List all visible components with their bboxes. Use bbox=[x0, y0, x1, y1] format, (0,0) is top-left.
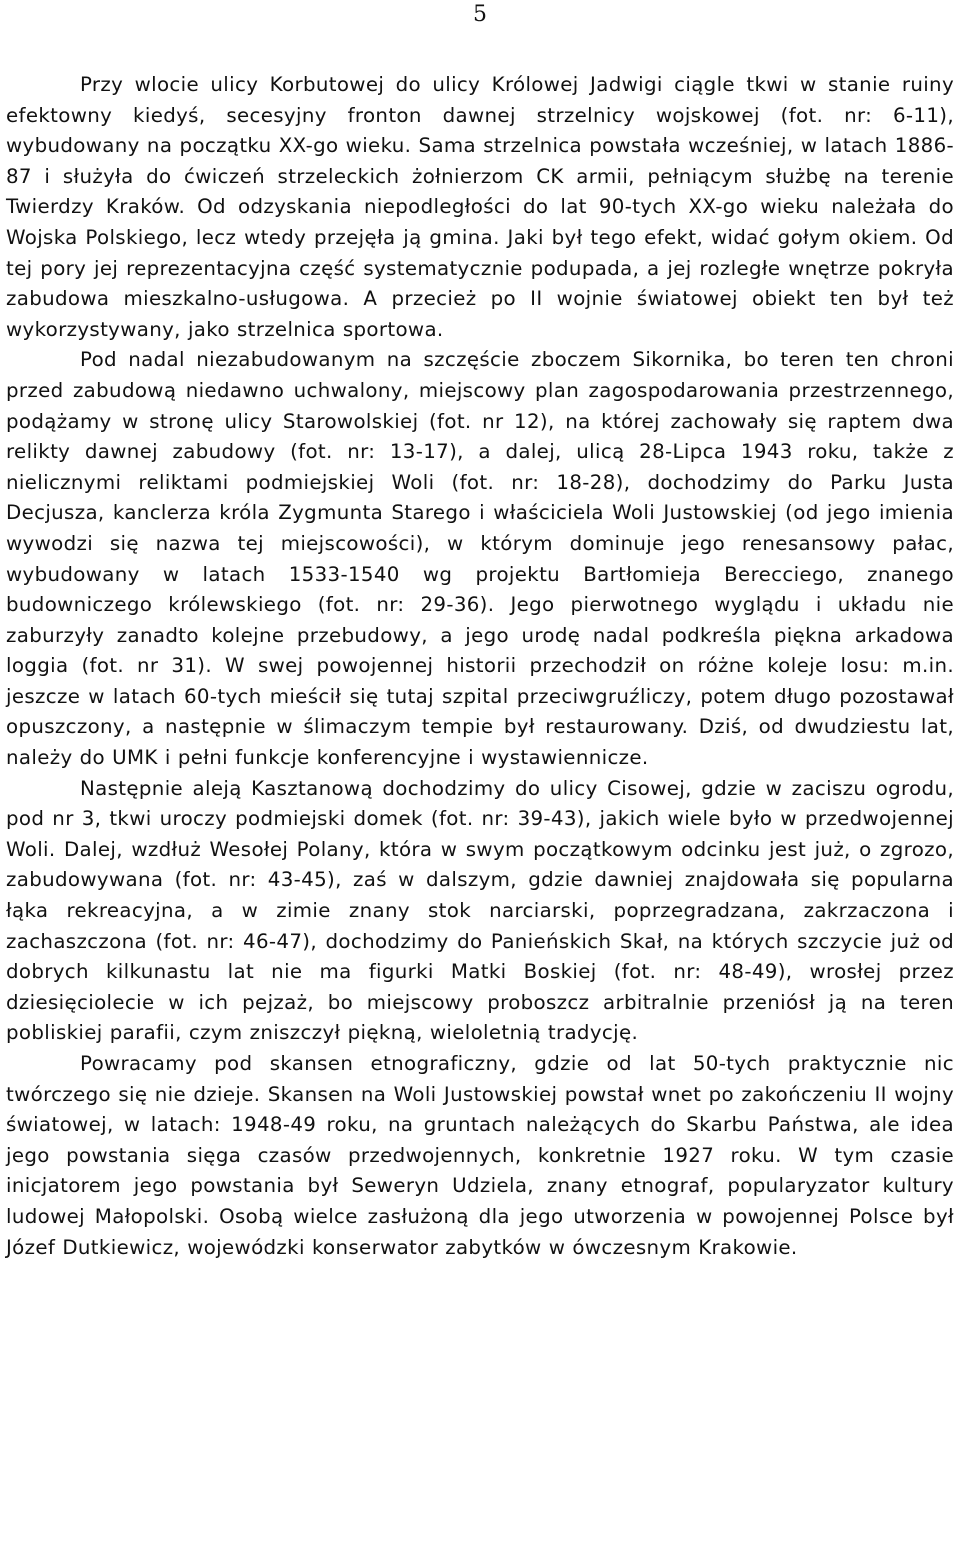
document-body bbox=[6, 70, 954, 1263]
paragraph-cisowa-street bbox=[6, 774, 954, 1049]
paragraph-text: Przy wlocie ulicy Korbutowej do ulicy Królowej Jadwigi ciągle tkwi w stanie ruiny efektowny kiedyś, secesyjny fronton dawnej strzelnicy wojskowej (fot. nr: 6-11), wybudowany na początku XX-go wieku. Sama strzelnica powstała wcześniej, w latach 1886-87 i służyła do ćwiczeń strzeleckich żołnierzom CK armii, pełniącym służbę na terenie Twierdzy Kraków. Od odzyskania niepodległości do lat 90-tych XX-go wieku należała do Wojska Polskiego, lecz wtedy przejęła ją gmina. Jaki był tego efekt, widać gołym okiem. Od tej pory jej reprezentacyjna część systematycznie podupada, a jej rozległe wnętrze pokryła zabudowa mieszkalno-usługowa. A przecież po II wojnie światowej obiekt ten był też wykorzystywany, jako strzelnica sportowa. bbox=[6, 73, 954, 341]
paragraph-text: Pod nadal niezabudowanym na szczęście zboczem Sikornika, bo teren ten chroni przed zabudową niedawno uchwalony, miejscowy plan zagospodarowania przestrzennego, podążamy w stronę ulicy Starowolskiej (fot. nr 12), na której zachowały się raptem dwa relikty dawnej zabudowy (fot. nr: 13-17), a dalej, ulicą 28-Lipca 1943 roku, także z nielicznymi reliktami podmiejskiej Woli (fot. nr: 18-28), dochodzimy do Parku Justa Decjusza, kanclerza króla Zygmunta Starego i właściciela Woli Justowskiej (od jego imienia wywodzi się nazwa tej miejscowości), w którym dominuje jego renesansowy pałac, wybudowany w latach 1533-1540 wg projektu Bartłomieja Berecciego, znanego budowniczego królewskiego (fot. nr: 29-36). Jego pierwotnego wyglądu i układu nie zaburzyły zanadto kolejne przebudowy, a jego urodę nadal podkreśla piękna arkadowa loggia (fot. nr 31). W swej powojennej historii przechodził on różne koleje losu: m.in. jeszcze w latach 60-tych mieścił się tutaj szpital przeciwgruźliczy, potem długo pozostawał opuszczony, a następnie w ślimaczym tempie był restaurowany. Dziś, od dwudziestu lat, należy do UMK i pełni funkcje konferencyjne i wystawiennicze. bbox=[6, 348, 954, 770]
paragraph-text: Następnie aleją Kasztanową dochodzimy do ulicy Cisowej, gdzie w zaciszu ogrodu, pod nr 3, tkwi uroczy podmiejski domek (fot. nr: 39-43), jakich wiele było w przedwojennej Woli. Dalej, wzdłuż Wesołej Polany, która w swym początkowym odcinku jest już, o zgrozo, zabudowywana (fot. nr: 43-45), zaś w dalszym, gdzie dawniej znajdowała się popularna łąka rekreacyjna, a w zimie znany stok narciarski, poprzegradzana, zakrzaczona i zachaszczona (fot. nr: 46-47), dochodzimy do Panieńskich Skał, na których szczycie już od dobrych kilkunastu lat nie ma figurki Matki Boskiej (fot. nr: 48-49), wrosłej przez dziesięciolecie w ich pejzaż, bo miejscowy proboszcz arbitralnie przeniósł ją na teren pobliskiej parafii, czym zniszczył piękną, wieloletnią tradycję. bbox=[6, 776, 954, 1045]
paragraph-decjusz-park bbox=[6, 345, 954, 773]
paragraph-shooting-range bbox=[6, 70, 954, 345]
paragraph-text: Powracamy pod skansen etnograficzny, gdzie od lat 50-tych praktycznie nic twórczego się nie dzieje. Skansen na Woli Justowskiej powstał wnet po zakończeniu II wojny światowej, w latach: 1948-49 roku, na gruntach należących do Skarbu Państwa, ale idea jego powstania sięga czasów przedwojennych, konkretnie 1927 roku. W tym czasie inicjatorem jego powstania był Seweryn Udziela, znany etnograf, popularyzator kultury ludowej Małopolski. Osobą wielce zasłużoną dla jego utworzenia w powojennej Polsce był Józef Dutkiewicz, wojewódzki konserwator zabytków w ówczesnym Krakowie. bbox=[6, 1052, 954, 1259]
paragraph-open-air-museum bbox=[6, 1049, 954, 1263]
page-number: 5 bbox=[473, 2, 487, 27]
